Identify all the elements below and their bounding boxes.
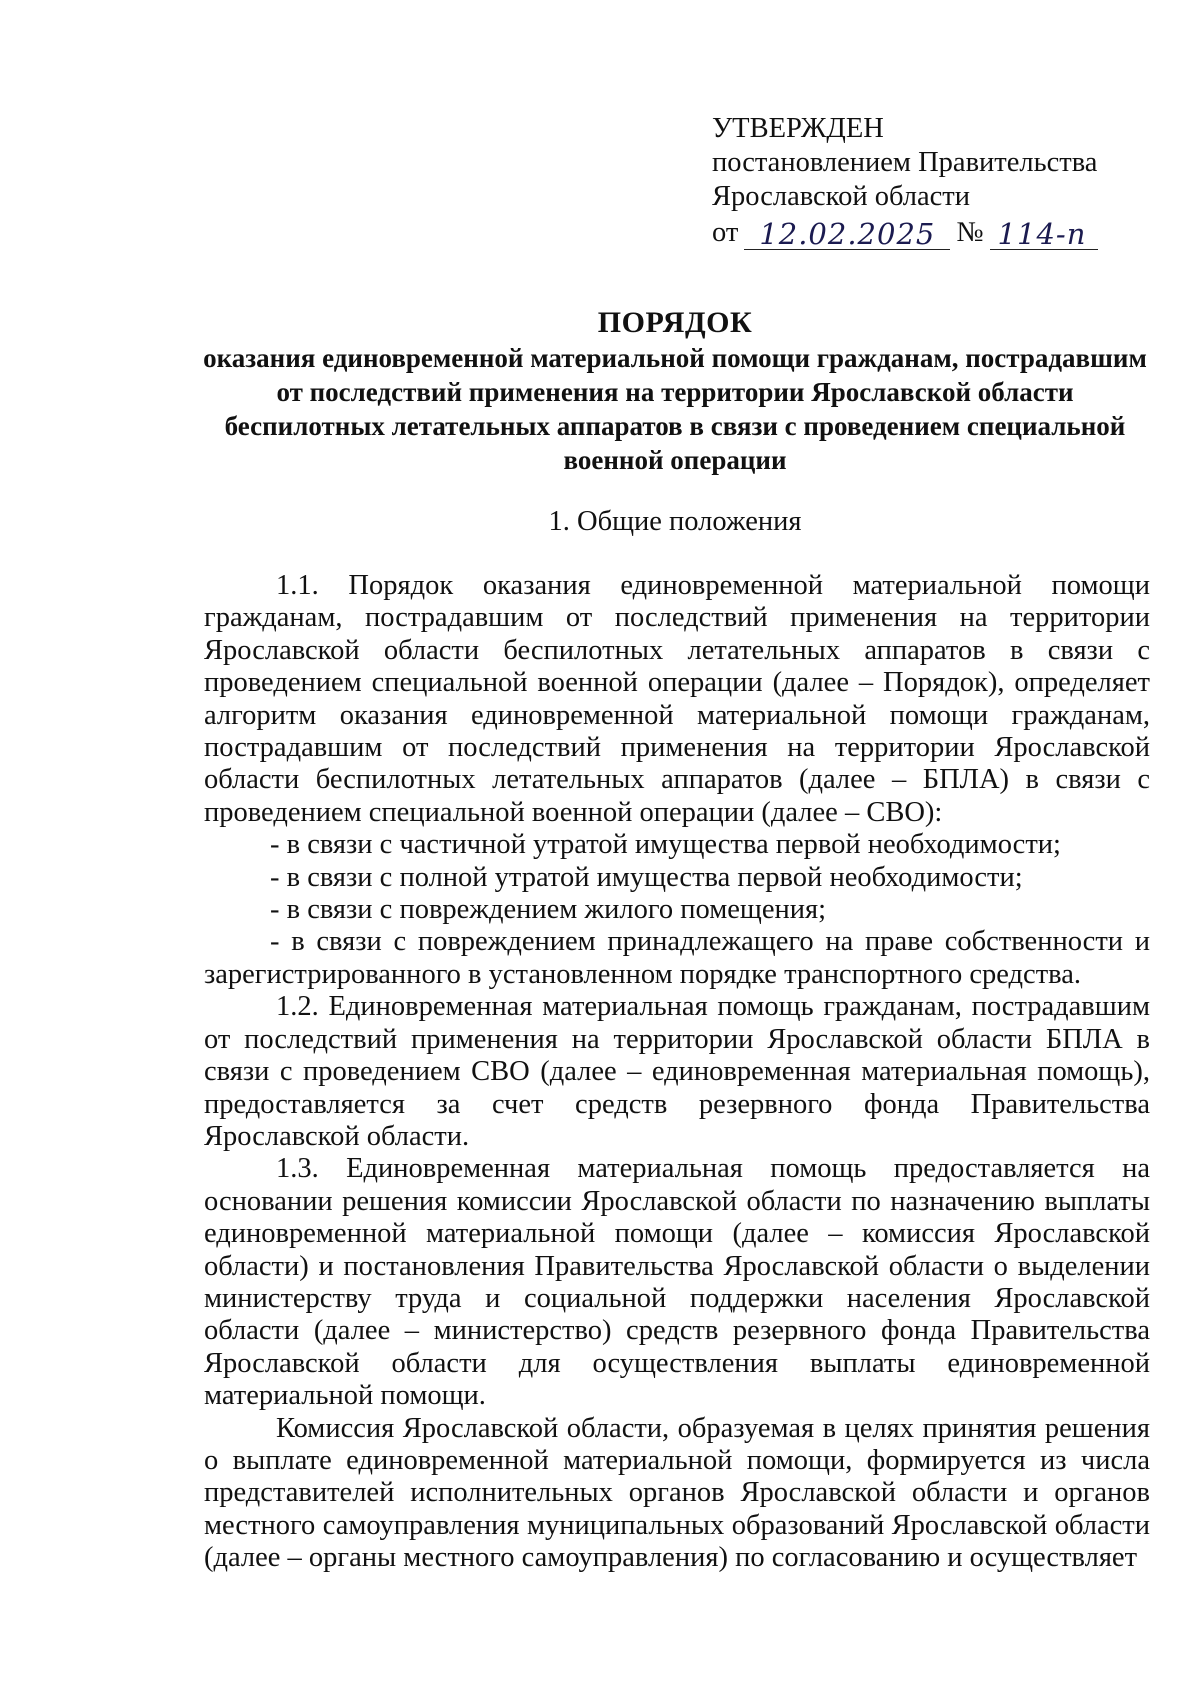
document-title [200,305,1150,477]
handwritten-number: 114-п [990,219,1098,250]
from-label: от [712,217,739,248]
handwritten-date: 12.02.2025 [744,219,950,250]
list-item: - в связи с частичной утратой имущества первой необходимости; [270,829,1061,861]
paragraph-commission: Комиссия Ярославской области, образуемая в целях принятия решения о выплате единовременной материальной помощи, формируется из числа представителей исполнительных органов Ярославской области и органов местного самоуправления муниципальных образований Ярославской области (далее – органы местного самоуправления) по согласованию и осуществляет [204,1412,1150,1574]
paragraph-1-3: 1.3. Единовременная материальная помощь предоставляется на основании решения комиссии Ярославской области по назначению выплаты единовременной материальной помощи (далее – комиссия Ярославской области) и постановления Правительства Ярославской области о выделении министерству труда и социальной поддержки населения Ярославской области (далее – министерство) средств резервного фонда Правительства Ярославской области для осуществления выплаты единовременной материальной помощи. [204,1153,1150,1412]
list-item: - в связи с повреждением принадлежащего на праве собственности и зарегистрированного в установленном порядке транспортного средства. [204,926,1150,990]
approval-stamp [712,112,1104,250]
title-main: ПОРЯДОК [597,306,753,339]
paragraph-1-2: 1.2. Единовременная материальная помощь гражданам, пострадавшим от последствий применения на территории Ярославской области БПЛА в связи с проведением СВО (далее – единовременная материальная помощь), предоставляется за счет средств резервного фонда Правительства Ярославской области. [204,991,1150,1152]
approval-date-line [712,214,1104,250]
title-subtitle: оказания единовременной материальной помощи гражданам, пострадавшим от последствий применения на территории Ярославской области беспилотных летательных аппаратов в связи с проведением специальной военной операции [203,343,1147,475]
list-item: - в связи с повреждением жилого помещения; [270,894,827,926]
approval-authority: постановлением Правительства [712,147,1098,178]
approval-region: Ярославской области [712,181,970,212]
number-label: № [956,217,984,248]
list-item: - в связи с полной утратой имущества первой необходимости; [270,861,1023,893]
approval-title: УТВЕРЖДЕН [712,113,884,144]
section-heading: 1. Общие положения [548,506,802,537]
document-body [204,570,1150,1575]
paragraph-1-1: 1.1. Порядок оказания единовременной материальной помощи гражданам, пострадавшим от последствий применения на территории Ярославской области беспилотных летательных аппаратов в связи с проведением специальной военной операции (далее – Порядок), определяет алгоритм оказания единовременной материальной помощи гражданам, пострадавшим от последствий применения на территории Ярославской области беспилотных летательных аппаратов (далее – БПЛА) в связи с проведением специальной военной операции (далее – СВО): [204,570,1150,828]
